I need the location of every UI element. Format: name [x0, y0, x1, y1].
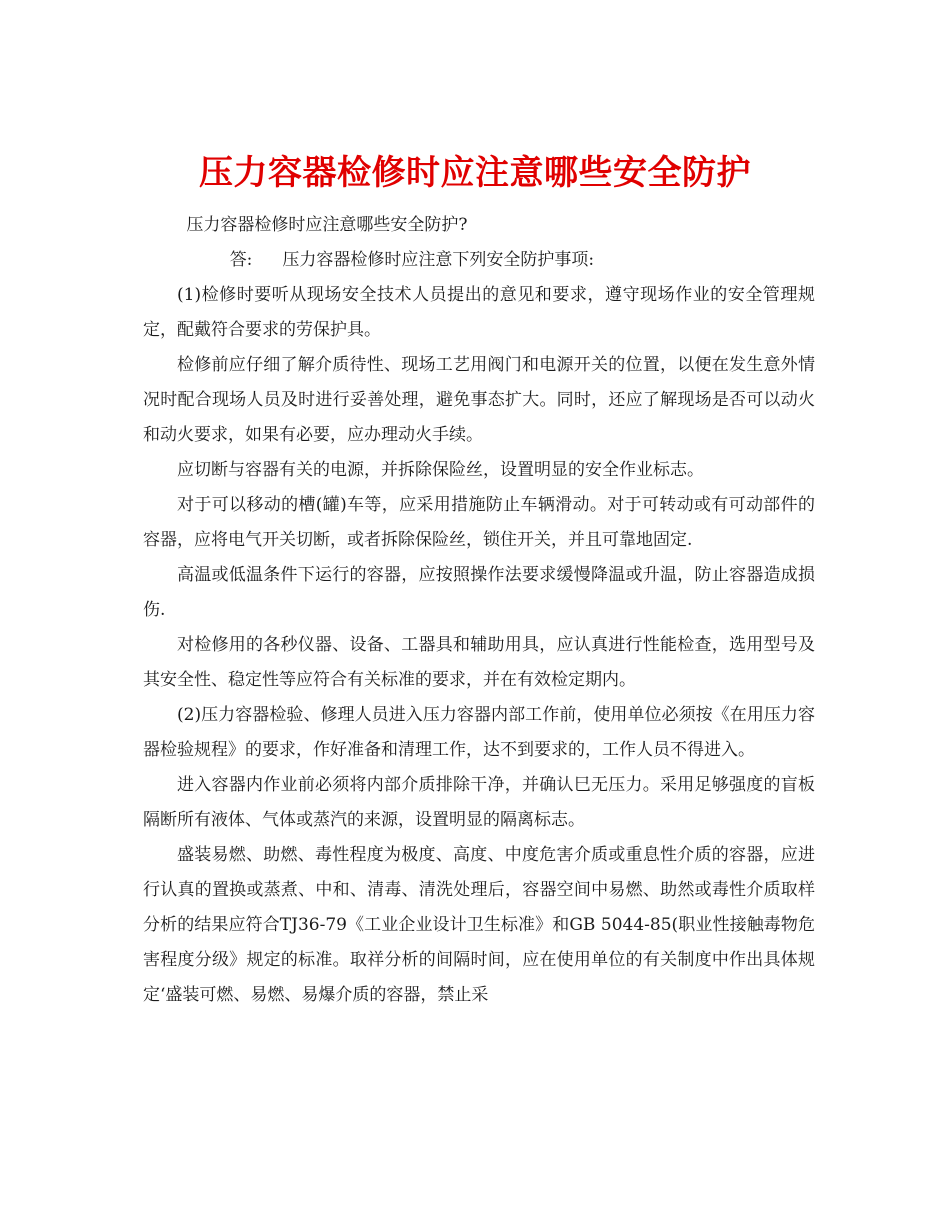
document-title: 压力容器检修时应注意哪些安全防护	[199, 152, 751, 193]
body-paragraph: (1)检修时要听从现场安全技术人员提出的意见和要求，遵守现场作业的安全管理规定，配戴符合要求的劳保护具。	[143, 285, 815, 340]
body-paragraph: 对检修用的各秒仪器、设备、工器具和辅助用具，应认真进行性能检查，选用型号及其安全性、稳定性等应符合有关标准的要求，并在有效检定期内。	[143, 635, 815, 690]
question-paragraph: 压力容器检修时应注意哪些安全防护?	[186, 215, 468, 235]
body-paragraph: 高温或低温条件下运行的容器，应按照操作法要求缓慢降温或升温，防止容器造成损伤.	[143, 565, 815, 620]
body-paragraph: 进入容器内作业前必须将内部介质排除干净，并确认巳无压力。采用足够强度的盲板隔断所有液体、气体或蒸汽的来源，设置明显的隔离标志。	[143, 775, 815, 830]
answer-paragraph	[143, 243, 815, 278]
document-body	[143, 208, 815, 1013]
answer-intro: 压力容器检修时应注意下列安全防护事项:	[282, 250, 595, 270]
body-paragraph: 对于可以移动的槽(罐)车等，应采用措施防止车辆滑动。对于可转动或有可动部件的容器，应将电气开关切断，或者拆除保险丝，锁住开关，并且可靠地固定.	[143, 495, 815, 550]
body-paragraph: 检修前应仔细了解介质待性、现场工艺用阀门和电源开关的位置，以便在发生意外情况时配合现场人员及时进行妥善处理，避免事态扩大。同时，还应了解现场是否可以动火和动火要求，如果有必要，应办理动火手续。	[143, 355, 815, 445]
body-paragraph: 盛装易燃、助燃、毒性程度为极度、高度、中度危害介质或重息性介质的容器，应进行认真的置换或蒸煮、中和、清毒、清洗处理后，容器空间中易燃、助然或毒性介质取样分析的结果应符合TJ36-79《工业企业设计卫生标准》和GB 5044-85(职业性接触毒物危害程度分级》规定的标准。取祥分析的间隔时间，应在使用单位的有关制度中作出具体规定‘盛装可燃、易燃、易爆介质的容器，禁止采	[143, 845, 815, 1005]
body-paragraph: (2)压力容器检验、修理人员进入压力容器内部工作前，使用单位必须按《在用压力容器检验规程》的要求，作好准备和清理工作，达不到要求的，工作人员不得进入。	[143, 705, 815, 760]
answer-label: 答:	[229, 250, 253, 270]
body-paragraph: 应切断与容器有关的电源，并拆除保险丝，设置明显的安全作业标志。	[177, 460, 704, 480]
